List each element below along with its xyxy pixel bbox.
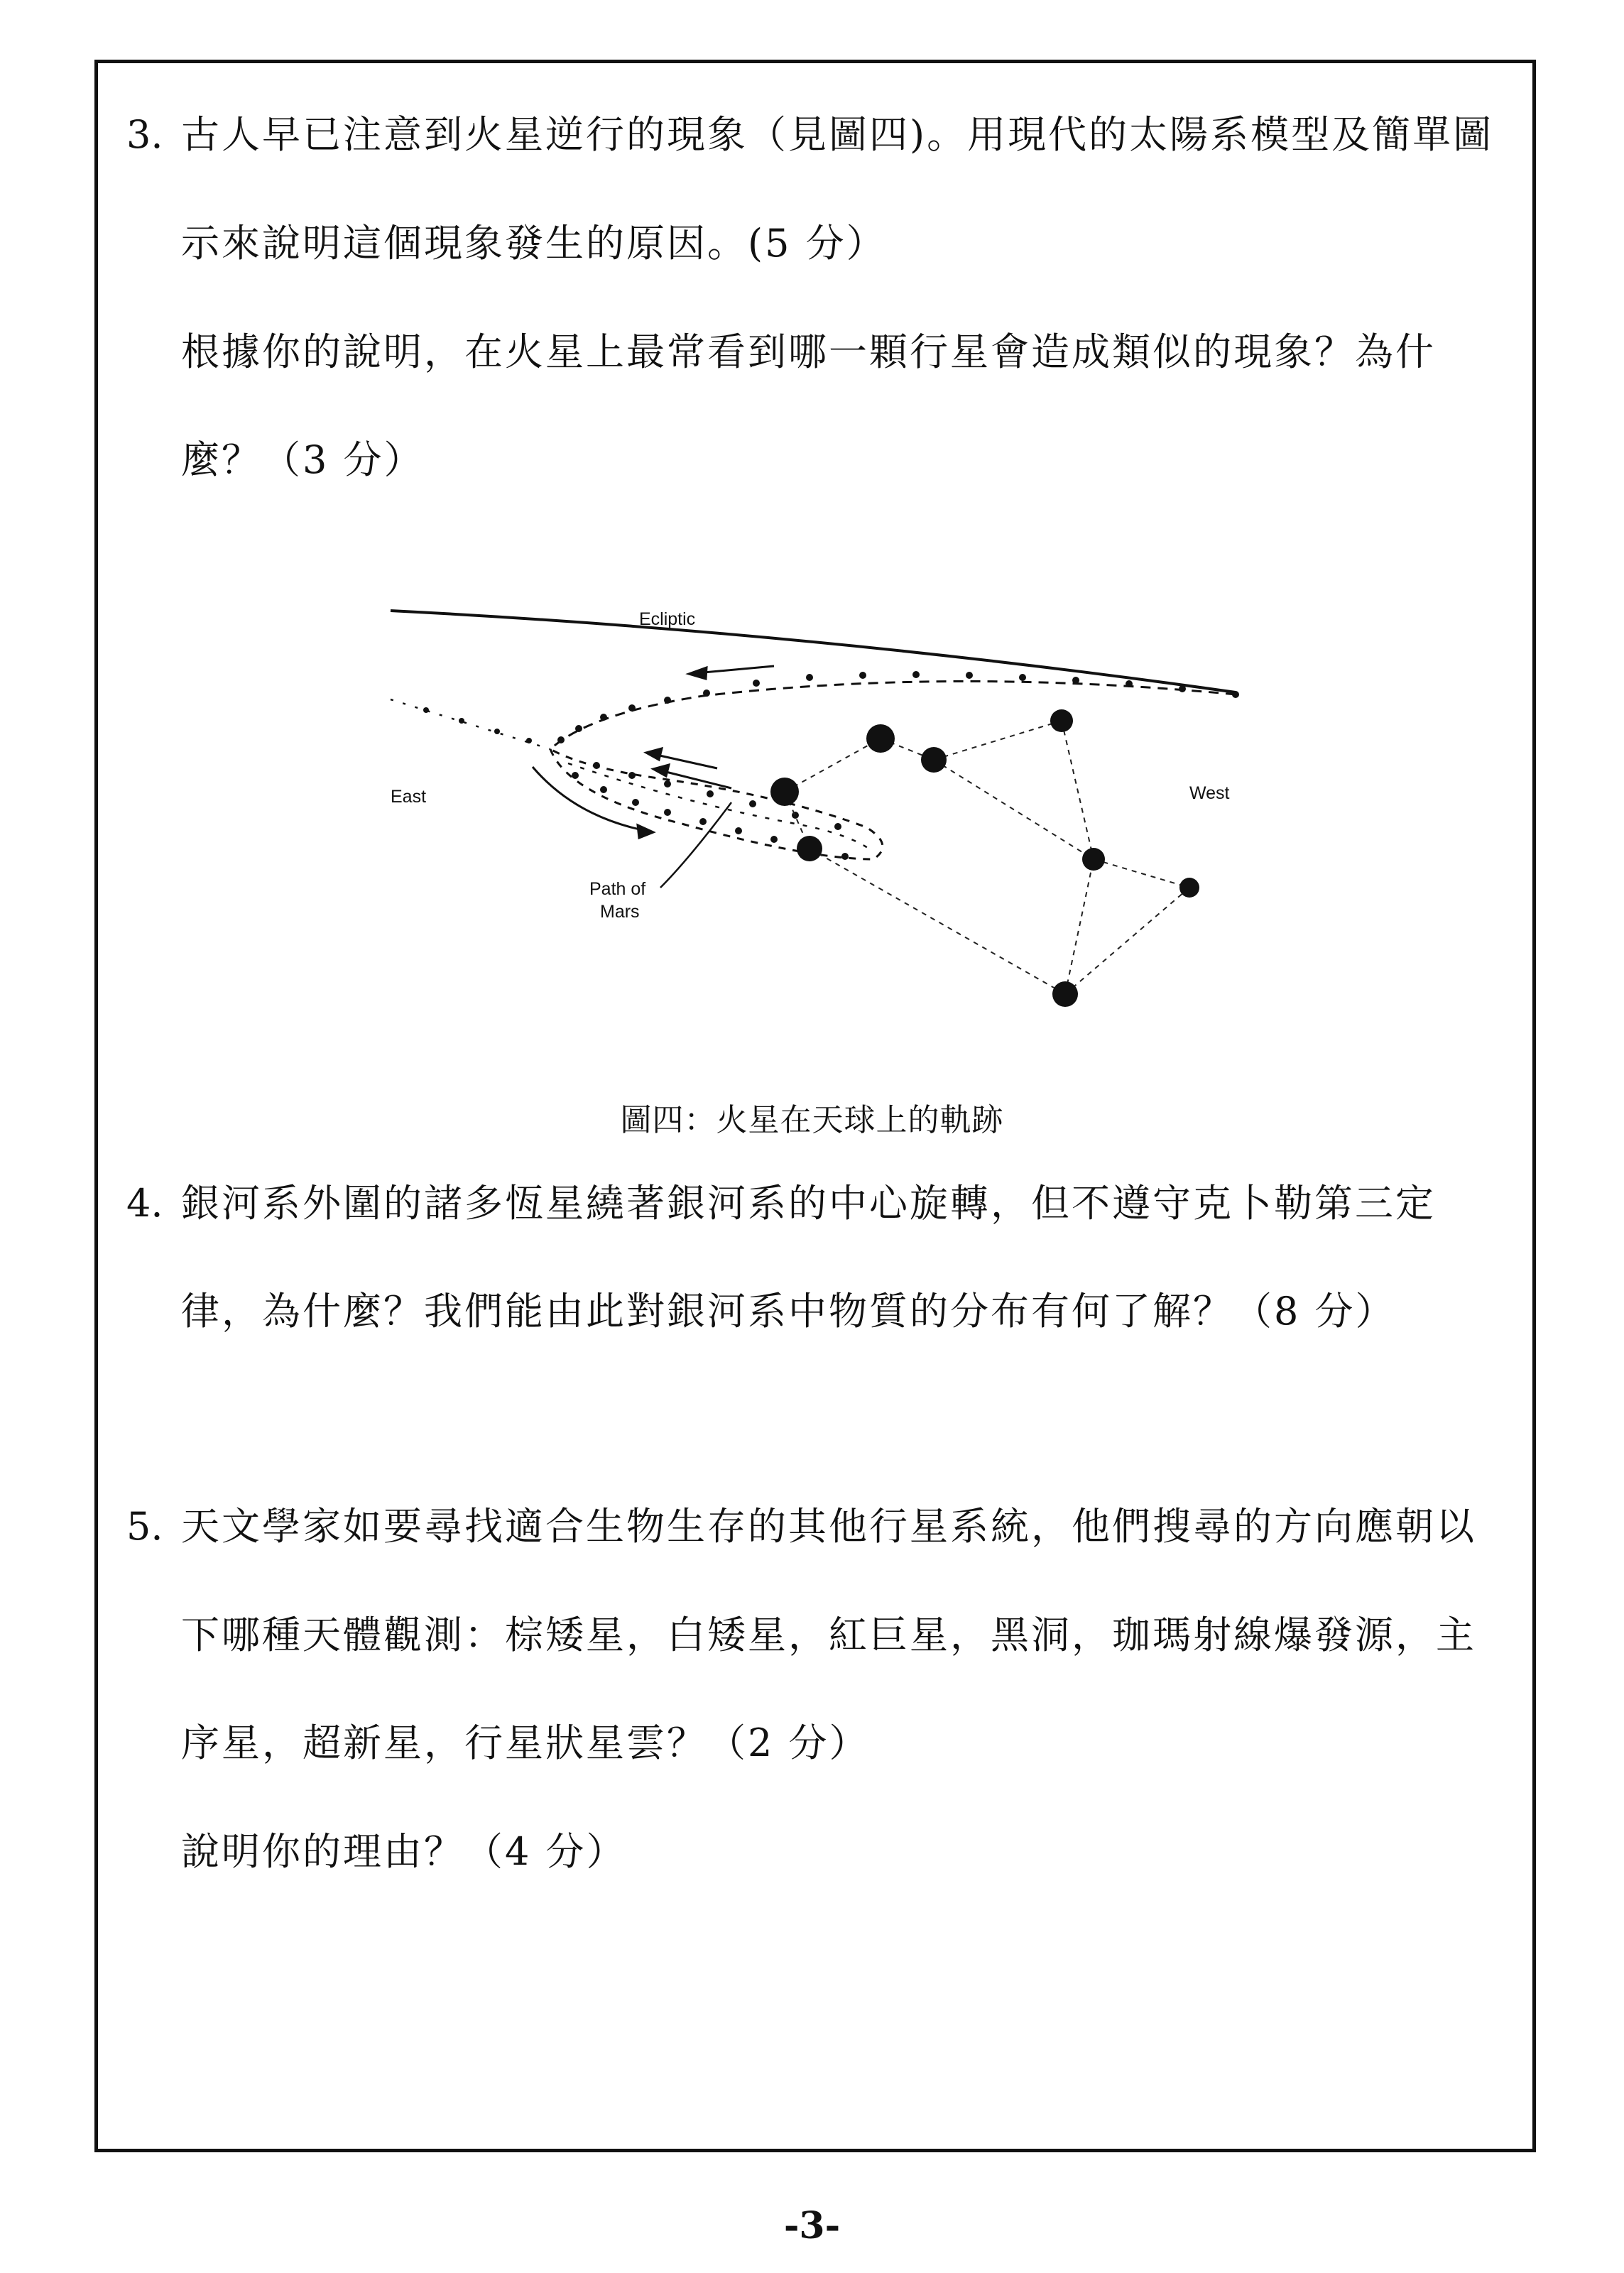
ecliptic-label: Ecliptic	[639, 609, 696, 629]
mars-path-east-tail	[391, 699, 550, 749]
mars-path-loop-inner	[568, 763, 873, 852]
question-5-line-4: 說明你的理由？（4 分）	[181, 1829, 627, 1874]
mars-path-loop-lower	[550, 749, 883, 859]
question-5-line-1: 天文學家如要尋找適合生物生存的其他行星系統，他們搜尋的方向應朝以	[181, 1504, 1476, 1549]
question-4-line-2: 律，為什麼？我們能由此對銀河系中物質的分布有何了解？（8 分）	[181, 1289, 1396, 1334]
ecliptic-line	[391, 611, 1236, 692]
question-3-line-4: 麼？（3 分）	[181, 437, 425, 482]
page-number: -3-	[783, 2204, 841, 2247]
path-of-mars-label-2: Mars	[600, 902, 640, 922]
path-of-mars-label-1: Path of	[589, 879, 646, 899]
east-label: East	[391, 787, 427, 807]
question-3-number: 3.	[126, 112, 163, 157]
question-3-line-1: 古人早已注意到火星逆行的現象（見圖四)。用現代的太陽系模型及簡單圖	[181, 112, 1494, 157]
question-5-number: 5.	[126, 1504, 163, 1549]
mars-retrograde-figure	[383, 589, 1271, 1072]
question-3-line-3: 根據你的說明，在火星上最常看到哪一顆行星會造成類似的現象？為什	[181, 329, 1436, 374]
question-4-number: 4.	[126, 1181, 163, 1226]
question-4-line-1: 銀河系外圍的諸多恆星繞著銀河系的中心旋轉，但不遵守克卜勒第三定	[181, 1181, 1436, 1226]
question-5-line-3: 序星，超新星，行星狀星雲？（2 分）	[181, 1721, 870, 1765]
path-of-mars-pointer	[660, 802, 731, 888]
west-label: West	[1189, 783, 1230, 803]
constellation-stars	[770, 709, 1199, 1007]
figure-caption: 圖四：火星在天球上的軌跡	[620, 1102, 1004, 1138]
question-3-line-2: 示來說明這個現象發生的原因。(5 分）	[181, 221, 887, 266]
question-5-line-2: 下哪種天體觀測：棕矮星，白矮星，紅巨星，黑洞，珈瑪射線爆發源，主	[181, 1613, 1476, 1657]
